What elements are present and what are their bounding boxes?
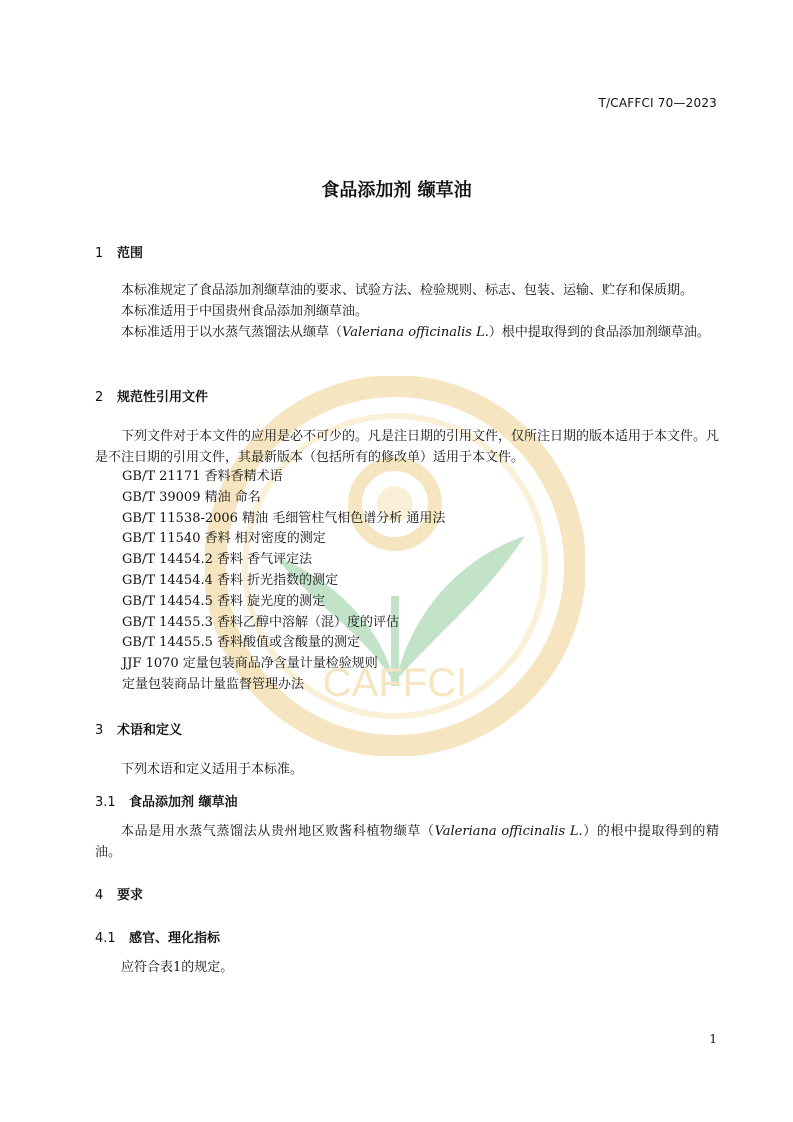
reference-item: GB/T 14455.5 香料酸值或含酸量的测定 <box>122 635 361 651</box>
section-title: 术语和定义 <box>117 723 183 738</box>
reference-item: GB/T 11538-2006 精油 毛细管柱气相色谱分析 通用法 <box>122 510 446 526</box>
section-title: 感官、理化指标 <box>129 931 221 946</box>
document-code: T/CAFFCI 70—2023 <box>598 96 717 110</box>
section-number: 1 <box>95 246 104 261</box>
subsection-4-1-heading <box>95 927 220 946</box>
section-1-heading <box>95 242 143 261</box>
reference-item: 定量包装商品计量监督管理办法 <box>122 676 305 692</box>
section-title: 要求 <box>117 888 144 903</box>
section-title: 食品添加剂 缬草油 <box>129 795 238 810</box>
section-2-heading <box>95 386 208 405</box>
paragraph: 本标准规定了食品添加剂缬草油的要求、试验方法、检验规则、标志、包装、运输、贮存和保质期。 <box>121 283 694 298</box>
section-number: 4 <box>95 888 104 903</box>
section-number: 2 <box>95 390 104 405</box>
text: ）根中提取得到的食品添加剂缬草油。 <box>488 325 710 340</box>
paragraph <box>95 322 719 343</box>
paragraph: 本标准适用于中国贵州食品添加剂缬草油。 <box>121 304 369 319</box>
reference-item: GB/T 39009 精油 命名 <box>122 489 261 505</box>
reference-item: GB/T 14454.4 香料 折光指数的测定 <box>122 572 339 588</box>
reference-item: GB/T 14455.3 香料乙醇中溶解（混）度的评估 <box>122 614 400 630</box>
paragraph: 应符合表1的规定。 <box>121 960 234 975</box>
latin-name: Valeriana officinalis L. <box>342 325 489 340</box>
reference-item: JJF 1070 定量包装商品净含量计量检验规则 <box>122 656 378 672</box>
latin-name: Valeriana officinalis L. <box>434 824 583 839</box>
watermark-text: CAFFCI <box>322 661 468 705</box>
section-3-heading <box>95 719 182 738</box>
text: 本品是用水蒸气蒸馏法从贵州地区败酱科植物缬草（ <box>121 824 435 839</box>
section-title: 规范性引用文件 <box>117 390 209 405</box>
section-number: 3 <box>95 723 104 738</box>
reference-item: GB/T 14454.2 香料 香气评定法 <box>122 552 313 568</box>
text: ）的根中提取得到的精油。 <box>95 824 719 860</box>
section-number: 4.1 <box>95 931 116 946</box>
reference-item: GB/T 11540 香料 相对密度的测定 <box>122 531 326 547</box>
reference-item: GB/T 21171 香料香精术语 <box>122 469 283 484</box>
reference-item: GB/T 14454.5 香料 旋光度的测定 <box>122 593 326 609</box>
paragraph <box>95 821 719 863</box>
section-title: 范围 <box>117 246 144 261</box>
section-4-heading <box>95 884 143 903</box>
paragraph: 下列文件对于本文件的应用是必不可少的。凡是注日期的引用文件，仅所注日期的版本适用于本文件。凡是不注日期的引用文件，其最新版本（包括所有的修改单）适用于本文件。 <box>95 429 720 465</box>
page-number: 1 <box>709 1032 717 1046</box>
section-number: 3.1 <box>95 795 116 810</box>
subsection-3-1-heading <box>95 791 238 810</box>
text: 本标准适用于以水蒸气蒸馏法从缬草（ <box>121 325 343 340</box>
document-title: 食品添加剂 缬草油 <box>321 180 472 201</box>
paragraph: 下列术语和定义适用于本标准。 <box>121 762 304 777</box>
reference-list <box>122 467 445 696</box>
